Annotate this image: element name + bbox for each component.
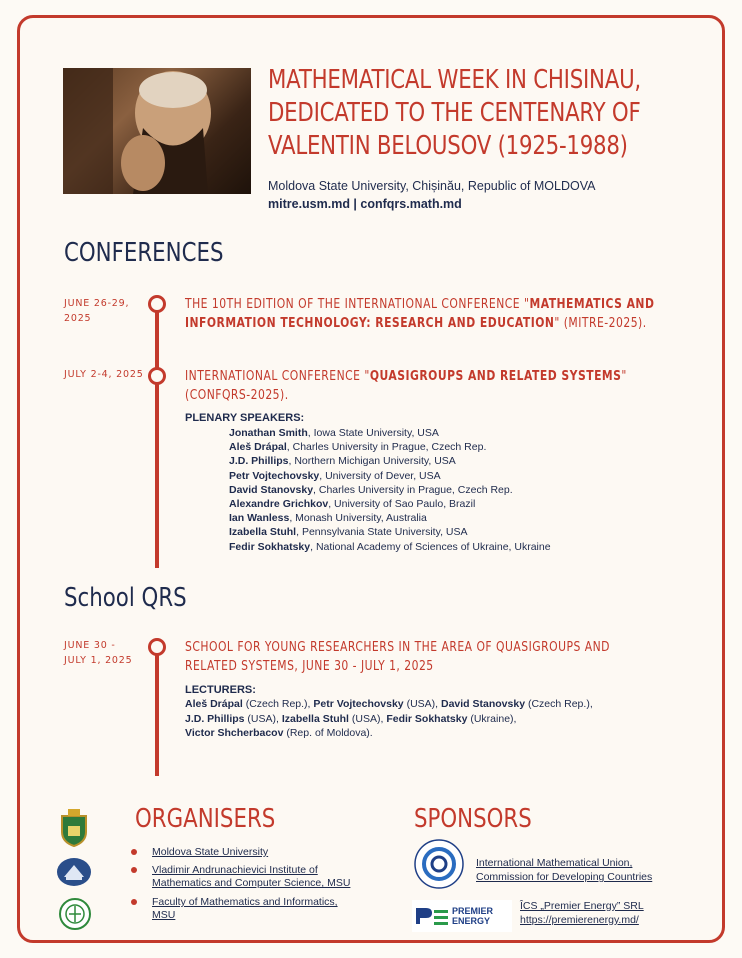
bullet xyxy=(131,899,137,905)
premier-logo-text: PREMIER xyxy=(452,906,494,916)
bullet xyxy=(131,867,137,873)
speaker-item: Aleš Drápal, Charles University in Prague, Czech Rep. xyxy=(229,441,487,454)
lecturers-list: Aleš Drápal (Czech Rep.), Petr Vojtechovsky (USA), David Stanovsky (Czech Rep.), J.D. Phillips (USA), Izabella Stuhl (USA), Fedir Sokhatsky (Ukraine), Victor Shcherbacov (Rep. of Moldova). xyxy=(185,698,593,739)
portrait-photo xyxy=(63,68,251,194)
event-mitre: THE 10TH EDITION OF THE INTERNATIONAL CONFERENCE "MATHEMATICS AND INFORMATION TECHNOLOGY: RESEARCH AND EDUCATION" (MITRE-2025). xyxy=(185,296,655,331)
event-date: JULY 2-4, 2025 xyxy=(64,369,144,380)
premier-energy-logo xyxy=(412,900,512,932)
organiser-link-faculty[interactable]: Faculty of Mathematics and Informatics, MSU xyxy=(152,896,338,921)
speaker-item: Petr Vojtechovsky, University of Dever, USA xyxy=(229,469,441,482)
timeline-dot xyxy=(148,367,166,385)
imu-logo-icon xyxy=(414,838,464,890)
timeline-dot xyxy=(148,295,166,313)
school-date: JUNE 30 - JULY 1, 2025 xyxy=(64,640,133,666)
speaker-item: J.D. Phillips, Northern Michigan University, USA xyxy=(229,455,456,468)
websites-text[interactable]: mitre.usm.md | confqrs.math.md xyxy=(268,197,462,211)
faculty-logo-icon xyxy=(59,897,91,931)
lecturers-label: LECTURERS: xyxy=(185,684,256,696)
speaker-item: Ian Wanless, Monash University, Australia xyxy=(229,512,427,525)
school-heading: School QRS xyxy=(64,583,187,613)
event-date: JUNE 26-29, 2025 xyxy=(64,298,130,324)
timeline-line xyxy=(155,648,159,776)
premier-energy-link[interactable]: ÎCS „Premier Energy” SRL https://premierenergy.md/ xyxy=(520,900,644,926)
location-text: Moldova State University, Chișinău, Republic of MOLDOVA xyxy=(268,179,596,193)
organiser-link-institute[interactable]: Vladimir Andrunachievici Institute of Mathematics and Computer Science, MSU xyxy=(152,864,351,889)
speaker-item: Jonathan Smith, Iowa State University, USA xyxy=(229,427,439,439)
speaker-item: Alexandre Grichkov, University of Sao Paulo, Brazil xyxy=(229,498,476,511)
msu-crest-icon xyxy=(54,806,94,848)
event-confqrs: INTERNATIONAL CONFERENCE "QUASIGROUPS AND RELATED SYSTEMS" (CONFQRS-2025). xyxy=(185,368,627,403)
page-title: MATHEMATICAL WEEK IN CHISINAU, DEDICATED TO THE CENTENARY OF VALENTIN BELOUSOV (1925-1988) xyxy=(268,65,641,161)
speakers-list xyxy=(229,426,551,554)
imu-sponsor-link[interactable]: International Mathematical Union, Commission for Developing Countries xyxy=(476,857,653,883)
institute-logo-icon xyxy=(56,857,92,887)
speaker-item: Fedir Sokhatsky, National Academy of Sciences of Ukraine, Ukraine xyxy=(229,540,551,553)
speaker-item: Izabella Stuhl, Pennsylvania State University, USA xyxy=(229,526,468,539)
timeline-dot xyxy=(148,638,166,656)
bullet xyxy=(131,849,137,855)
timeline-line xyxy=(155,306,159,568)
school-title: SCHOOL FOR YOUNG RESEARCHERS IN THE AREA OF QUASIGROUPS AND RELATED SYSTEMS, JUNE 30 - JULY 1, 2025 xyxy=(185,639,610,674)
sponsors-heading: SPONSORS xyxy=(414,804,532,834)
speaker-item: David Stanovsky, Charles University in Prague, Czech Rep. xyxy=(229,483,513,496)
organiser-link-msu[interactable]: Moldova State University xyxy=(152,846,269,858)
organisers-heading: ORGANISERS xyxy=(135,804,276,834)
conferences-heading: CONFERENCES xyxy=(64,238,224,268)
energy-logo-text: ENERGY xyxy=(452,916,491,926)
plenary-speakers-label: PLENARY SPEAKERS: xyxy=(185,412,305,424)
